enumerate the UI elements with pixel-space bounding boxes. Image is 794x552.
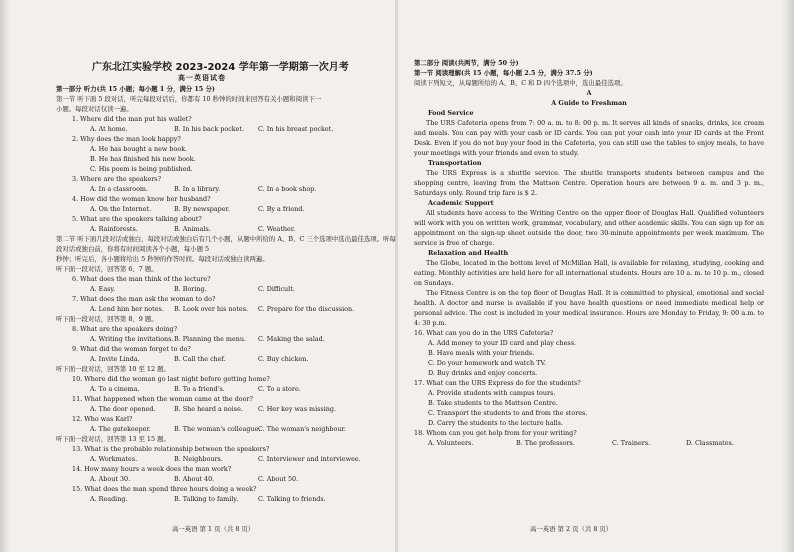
option: B. Neighbours. <box>174 455 223 463</box>
option: D. Classmates. <box>686 439 734 447</box>
option: B. Call the chef. <box>174 355 226 363</box>
option: C. Her key was missing. <box>258 405 336 413</box>
option: B. Planning the menu. <box>174 335 247 343</box>
option: C. Weather. <box>258 225 296 233</box>
option: C. Making the salad. <box>258 335 325 343</box>
option: A. Rainforests. <box>90 225 138 233</box>
passage-paragraph: The Globe, located in the bottom level of McMillan Hall, is available for relaxing, studying, cooking and eating. Monthly activities are held here for all international students. Hours are 10 a. m. to 10 p. m., closed on Sundays. <box>414 259 764 287</box>
passage-paragraph: The Fitness Centre is on the top floor of Douglas Hall. It is committed to physical, emotional and social health. A doctor and nurse is available if you have health questions or need immediate medical help or personal advice. The cost is included in your medical insurance. Hours are Monday to Friday, 9: 00 a.m. to 4: 30 p.m. <box>414 289 764 327</box>
option: B. Take students to the Mattson Centre. <box>428 399 558 407</box>
option: A. Lend him her notes. <box>90 305 164 313</box>
question: 8. What are the speakers doing? <box>72 325 177 333</box>
option: C. Trainers. <box>612 439 651 447</box>
passage-subheading: Transportation <box>428 159 482 167</box>
option: B. To a friend's. <box>174 385 225 393</box>
question: 11. What happened when the woman came at the door? <box>72 395 253 403</box>
option: A. To a cinema. <box>90 385 140 393</box>
option: A. Add money to your ID card and play chess. <box>428 339 577 347</box>
part-heading: 第一部分 听力(共 15 小题；每小题 1 分，满分 15 分) <box>56 85 215 93</box>
page-footer-right: 高一英语 第 2 页（共 8 页） <box>530 525 613 533</box>
option: A. Easy. <box>90 285 116 293</box>
group-instruction: 听下面一段对话，回答第 8、9 题。 <box>56 315 158 323</box>
option: A. Workmates. <box>90 455 138 463</box>
scan-edge-right <box>782 0 794 552</box>
option: C. To a store. <box>258 385 301 393</box>
question: 5. What are the speakers talking about? <box>72 215 202 223</box>
question: 3. Where are the speakers? <box>72 175 162 183</box>
question: 9. What did the woman forget to do? <box>72 345 191 353</box>
passage-paragraph: The URS Cafeteria opens from 7: 00 a. m. to 8: 00 p. m. It serves all kinds of snacks, drinks, ice cream and meals. You can pay with your cash or ID cards. You can put your cash into your ID cards at the Front Desk. Even if you do not buy your food in the Cafeteria, you can still use the tables to enjoy meals, to have your meetings with your friends and even to study. <box>414 119 764 157</box>
option: A. On the Internet. <box>90 205 152 213</box>
question: 10. Where did the woman go last night before getting home? <box>72 375 270 383</box>
option: C. Difficult. <box>258 285 295 293</box>
passage-paragraph: All students have access to the Writing Centre on the upper floor of Douglas Hall. Qualified volunteers will work with you on written work, grammar, vocabulary, and other academic skills. You can sign up for an appointment on the sign-up sheet outside the door, two 30-minute appointments per week maximum. The service is free of charge. <box>414 209 764 247</box>
question: 17. What can the URS Express do for the students? <box>414 379 581 387</box>
page-footer-left: 高一英语 第 1 页（共 8 页） <box>172 525 255 533</box>
question: 12. Who was Karl? <box>72 415 133 423</box>
option: A. Writing the invitations. <box>90 335 174 343</box>
group-instruction: 听下面一段对话，回答第 13 至 15 题。 <box>56 435 170 443</box>
group-instruction: 听下面一段对话，回答第 6、7 题。 <box>56 265 158 273</box>
scan-edge-left <box>0 0 10 552</box>
option: A. Reading. <box>90 495 128 503</box>
option: C. Prepare for the discussion. <box>258 305 355 313</box>
option: B. Boring. <box>174 285 207 293</box>
passage-title: A Guide to Freshman <box>551 99 627 107</box>
option: A. Invite Linda. <box>90 355 140 363</box>
option: B. About 40. <box>174 475 215 483</box>
option: C. Buy chicken. <box>258 355 309 363</box>
question: 4. How did the woman know her husband? <box>72 195 211 203</box>
section-heading: 第一节 阅读理解(共 15 小题，每小题 2.5 分，满分 37.5 分) <box>414 69 593 77</box>
option: C. About 50. <box>258 475 299 483</box>
question: 13. What is the probable relationship between the speakers? <box>72 445 270 453</box>
option: B. The woman's colleague. <box>174 425 261 433</box>
option: C. By a friend. <box>258 205 305 213</box>
question: 2. Why does the man look happy? <box>72 135 181 143</box>
option: B. Have meals with your friends. <box>428 349 535 357</box>
section-instruction: 秒钟；听完后，各小题将给出 5 秒钟的作答时间。每段对话或独白读两遍。 <box>56 255 269 263</box>
question: 18. Whom can you get help from for your writing? <box>414 429 577 437</box>
option: A. The gatekeeper. <box>90 425 151 433</box>
option: A. In a classroom. <box>90 185 149 193</box>
question: 16. What can you do in the URS Cafeteria? <box>414 329 554 337</box>
exam-title: 广东北江实验学校 2023-2024 学年第一学期第一次月考 <box>92 62 349 73</box>
option: A. He has bought a new book. <box>90 145 188 153</box>
question: 14. How many hours a week does the man work? <box>72 465 232 473</box>
option: A. About 30. <box>90 475 131 483</box>
option: A. The door opened. <box>90 405 156 413</box>
passage-paragraph: The URS Express is a shuttle service. The shuttle transports students between campus and the shopping centre, leaving from the Mattson Centre. Operation hours are between 9 a. m. and 3 p. m., Saturdays only. Round trip fare is $ 2. <box>414 169 764 197</box>
option: B. In his back pocket. <box>174 125 245 133</box>
passage-letter: A <box>586 89 592 97</box>
right-page <box>414 58 764 448</box>
option: C. In a book shop. <box>258 185 317 193</box>
question: 15. What does the man spend three hours doing a week? <box>72 485 257 493</box>
option: D. Carry the students to the lecture halls. <box>428 419 563 427</box>
option: B. In a library. <box>174 185 221 193</box>
option: B. She heard a noise. <box>174 405 243 413</box>
section-instruction: 小题。每段对话仅读一遍。 <box>56 105 133 113</box>
option: D. Buy drinks and enjoy concerts. <box>428 369 538 377</box>
question: 7. What does the man ask the woman to do? <box>72 295 216 303</box>
section-instruction: 阅读下列短文，从每题所给的 A、B、C 和 D 四个选项中，选出最佳选项。 <box>414 79 627 87</box>
option: C. In his breast pocket. <box>258 125 334 133</box>
question: 6. What does the man think of the lecture? <box>72 275 211 283</box>
passage-subheading: Food Service <box>428 109 474 117</box>
option: A. Volunteers. <box>428 439 474 447</box>
section-instruction: 第一节 听下面 5 段对话，听完每段对话后，你都有 10 秒钟的时间来回答有关小题和阅读下一 <box>56 95 322 103</box>
option: B. Look over his notes. <box>174 305 249 313</box>
question: 1. Where did the man put his wallet? <box>72 115 192 123</box>
option: A. At home. <box>90 125 128 133</box>
passage-subheading: Relaxation and Health <box>428 249 509 257</box>
option: C. Interviewer and interviewee. <box>258 455 361 463</box>
passage-subheading: Academic Support <box>428 199 494 207</box>
left-page <box>56 84 401 504</box>
option: C. His poem is being published. <box>90 165 193 173</box>
option: C. Do your homework and watch TV. <box>428 359 546 367</box>
option: B. By newspaper. <box>174 205 230 213</box>
section-instruction: 第二节 听下面几段对话或独白，每段对话或独白后有几个小题，从题中所给的 A、B、C 三个选项中选出最佳选项。听每段对话或独白前，你将有时间阅读各个小题，每小题 5 <box>56 235 396 253</box>
option: C. Talking to friends. <box>258 495 326 503</box>
group-instruction: 听下面一段对话，回答第 10 至 12 题。 <box>56 365 170 373</box>
option: C. Transport the students to and from the stores. <box>428 409 588 417</box>
option: B. The professors. <box>516 439 575 447</box>
part-heading: 第二部分 阅读(共两节，满分 50 分) <box>414 59 519 67</box>
exam-subtitle: 高一英语试卷 <box>178 73 226 82</box>
option: B. Talking to family. <box>174 495 239 503</box>
option: A. Provide students with campus tours. <box>428 389 556 397</box>
option: C. The woman's neighbour. <box>258 425 346 433</box>
option: B. He has finished his new book. <box>90 155 196 163</box>
option: B. Animals. <box>174 225 211 233</box>
